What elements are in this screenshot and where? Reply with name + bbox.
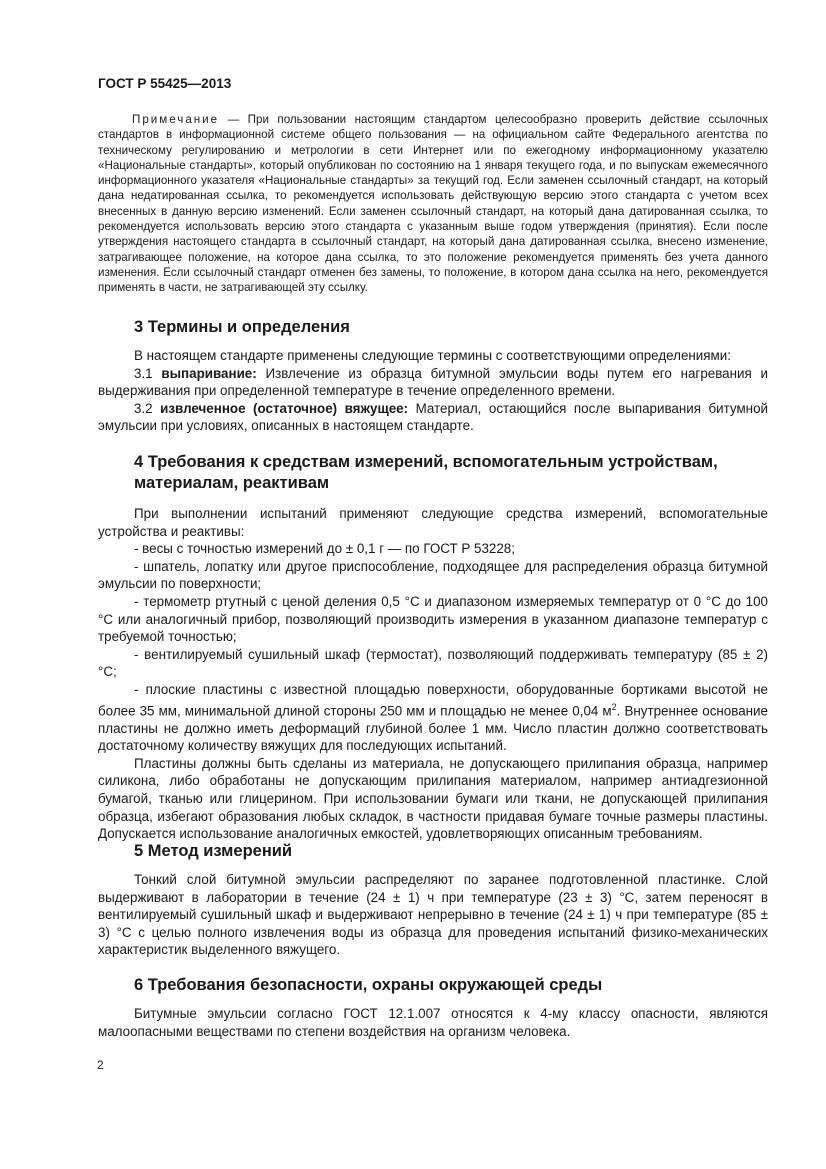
page-number: 2 <box>97 1058 104 1072</box>
section-4-intro: При выполнении испытаний применяют следующие средства измерений, вспомогательные устройства и реактивы: <box>98 506 768 539</box>
plates-material-note: Пластины должны быть сделаны из материала, не допускающего прилипания образца, например силикона, либо обработаны не допускающим прилипания материалом, например антиадгезионной бумагой, тканью или глицерином. При использовании бумаги или ткани, не допускающей прилипания образца, избегают образования любых складок, в частности придавая бумаге точные размеры пластины. Допускается использование аналогичных емкостей, удовлетворяющих описанным требованиям. <box>98 755 768 842</box>
equipment-item-drying-oven: - вентилируемый сушильный шкаф (термостат), позволяющий поддерживать температуру (85 ± 2) °С; <box>98 646 768 680</box>
section-3-intro: В настоящем стандарте применены следующие термины с соответствующими определениями: <box>134 348 731 363</box>
section-6 <box>98 975 768 1040</box>
note-block <box>98 112 768 296</box>
section-4 <box>98 452 768 843</box>
term-3-2 <box>98 400 768 435</box>
term-3-1-number: 3.1 <box>134 365 162 381</box>
section-5-title: 5 Метод измерений <box>134 842 293 860</box>
section-5-text: Тонкий слой битумной эмульсии распределяют по заранее подготовленной пластинке. Слой выдерживают в лаборатории в течение (24 ± 1) ч при температуре (23 ± 3) °С, затем переносят в вентилируемый сушильный шкаф и выдерживают непрерывно в течение (24 ± 1) ч при температуре (85 ± 3) °С с целью полного извлечения воды из образца для проведения испытаний физико-механических характеристик выделенного вяжущего. <box>98 872 768 958</box>
equipment-item-scales: - весы с точностью измерений до ± 0,1 г — по ГОСТ Р 53228; <box>134 541 515 557</box>
term-3-2-definition: Материал, остающийся после выпаривания битумной эмульсии при условиях, описанных в настоящем стандарте. <box>98 400 768 434</box>
note-label: Примечание <box>132 113 220 126</box>
section-4-title-line-2: материалам, реактивам <box>134 474 330 492</box>
term-3-2-term: извлеченное (остаточное) вяжущее: <box>160 400 409 416</box>
plates-text-b: . Внутреннее основание пластины не должно иметь деформаций глубиной более 1 мм. Число пластин должно соответствовать достаточному количеству вяжущих для последующих испытаний. <box>98 703 768 754</box>
plates-superscript: 2 <box>611 701 617 712</box>
equipment-item-plates <box>98 681 768 755</box>
section-3 <box>98 317 768 435</box>
term-3-1-term: выпаривание: <box>161 365 257 381</box>
plates-text-a: - плоские пластины с известной площадью поверхности, оборудованные бортиками высотой не более 35 мм, минимальной длиной стороны 250 мм и площадью не менее 0,04 м <box>98 681 768 718</box>
section-6-title: 6 Требования безопасности, охраны окружающей среды <box>134 976 603 994</box>
equipment-item-thermometer: - термометр ртутный с ценой деления 0,5 °С и диапазоном измеряемых температур от 0 °С до 100 °С или аналогичный прибор, позволяющий производить измерения в указанном диапазоне температур с требуемой точностью; <box>98 593 768 645</box>
section-4-title-line-1: 4 Требования к средствам измерений, вспомогательным устройствам, <box>134 453 718 471</box>
section-6-text: Битумные эмульсии согласно ГОСТ 12.1.007 относятся к 4-му классу опасности, являются малоопасными веществами по степени воздействия на организм человека. <box>98 1006 768 1039</box>
equipment-item-spatula: - шпатель, лопатку или другое приспособление, подходящее для распределения образца битумной эмульсии по поверхности; <box>98 558 768 592</box>
section-5 <box>98 841 768 959</box>
section-3-title: 3 Термины и определения <box>134 318 350 336</box>
standard-header: ГОСТ Р 55425—2013 <box>98 76 232 91</box>
term-3-2-number: 3.2 <box>134 400 161 416</box>
note-text: — При пользовании настоящим стандартом целесообразно проверить действие ссылочных стандартов в информационной системе общего пользования — на официальном сайте Федерального агентства по техническому регулированию и метрологии в сети Интернет или по ежегодному информационному указателю «Национальные стандарты», который опубликован по состоянию на 1 января текущего года, и по выпускам ежемесячного информационного указателя «Национальные стандарты» за текущий год. Если заменен ссылочный стандарт, на который дана недатированная ссылка, то рекомендуется использовать действующую версию этого стандарта с учетом всех внесенных в данную версию изменений. Если заменен ссылочный стандарт, на который дана датированная ссылка, то рекомендуется использовать версию этого стандарта с указанным выше годом утверждения (принятия). Если после утверждения настоящего стандарта в ссылочный стандарт, на который дана датированная ссылка, внесено изменение, затрагивающее положение, на которое дана ссылка, то это положение рекомендуется применять без учета данного изменения. Если ссылочный стандарт отменен без замены, то положение, в котором дана ссылка на него, рекомендуется применять в части, не затрагивающей эту ссылку. <box>98 113 768 295</box>
term-3-1-definition: Извлечение из образца битумной эмульсии воды путем его нагревания и выдерживания при определенной температуре в течение определенного времени. <box>98 365 768 399</box>
term-3-1 <box>98 365 768 400</box>
